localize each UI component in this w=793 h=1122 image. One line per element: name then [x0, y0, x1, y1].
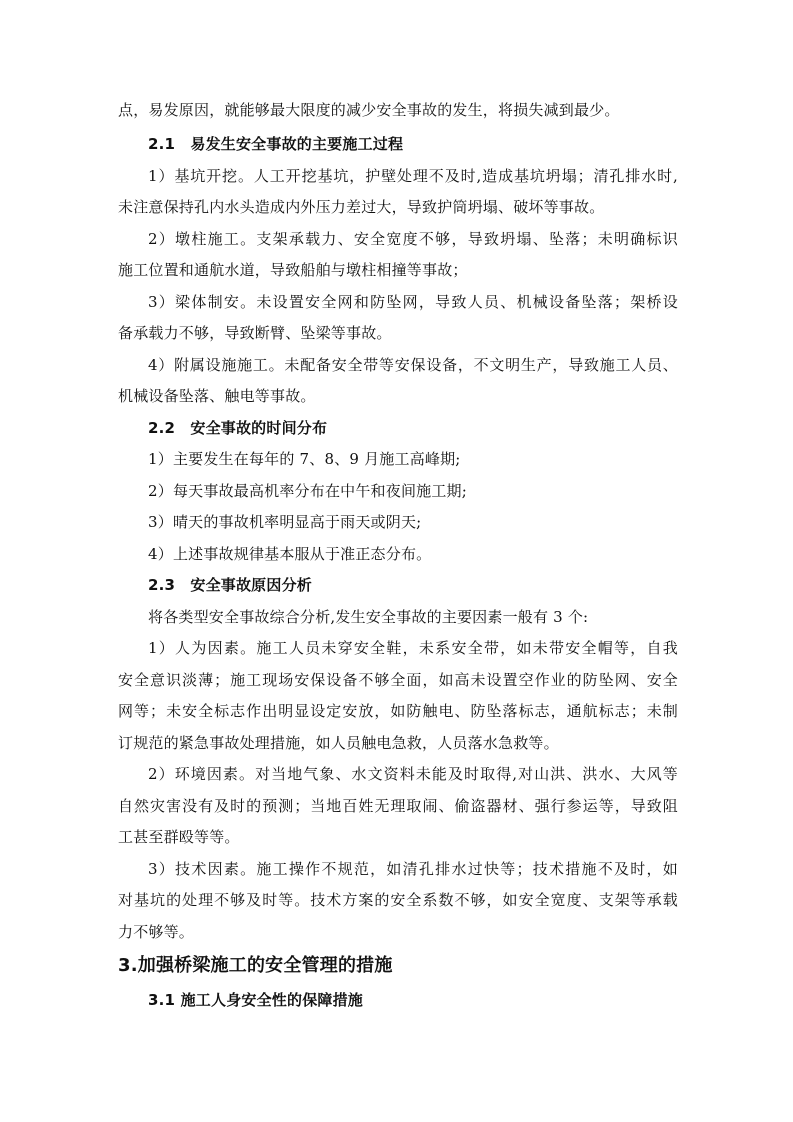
paragraph-line: 订规范的紧急事故处理措施，如人员触电急救，人员落水急救等。: [118, 734, 559, 752]
list-item: 3）晴天的事故机率明显高于雨天或阴天;: [148, 513, 422, 531]
list-item: 4）上述事故规律基本服从于准正态分布。: [148, 545, 432, 563]
paragraph-line: 点，易发原因，就能够最大限度的减少安全事故的发生，将损失减到最少。: [118, 101, 620, 119]
paragraph-line: 2）环境因素。对当地气象、水文资料未能及时取得,对山洪、洪水、大风等: [148, 765, 678, 783]
paragraph-line: 2）墩柱施工。支架承载力、安全宽度不够，导致坍塌、坠落；未明确标识: [148, 230, 678, 248]
paragraph-line: 安全意识淡薄；施工现场安保设备不够全面，如高未设置空作业的防坠网、安全: [118, 671, 678, 689]
paragraph-line: 4）附属设施施工。未配备安全带等安保设备，不文明生产，导致施工人员、: [148, 356, 678, 374]
paragraph-line: 3）技术因素。施工操作不规范，如清孔排水过快等；技术措施不及时，如: [148, 860, 678, 878]
paragraph-line: 对基坑的处理不够及时等。技术方案的安全系数不够，如安全宽度、支架等承载: [118, 891, 678, 909]
section-heading-3-1: 3.1 施工人身安全性的保障措施: [148, 991, 363, 1009]
section-heading-2-2: 2.2 安全事故的时间分布: [148, 419, 328, 437]
paragraph-line: 机械设备坠落、触电等事故。: [118, 387, 316, 405]
paragraph-line: 备承载力不够，导致断臂、坠梁等事故。: [118, 324, 392, 342]
list-item: 1）主要发生在每年的 7、8、9 月施工高峰期;: [148, 450, 461, 468]
paragraph-line: 工甚至群殴等等。: [118, 828, 240, 846]
paragraph-line: 网等；未安全标志作出明显设定安放，如防触电、防坠落标志，通航标志；未制: [118, 702, 678, 720]
paragraph-line: 1）基坑开挖。人工开挖基坑，护壁处理不及时,造成基坑坍塌；清孔排水时,: [148, 167, 678, 185]
paragraph-line: 将各类型安全事故综合分析,发生安全事故的主要因素一般有 3 个:: [148, 608, 589, 626]
paragraph-line: 3）梁体制安。未设置安全网和防坠网，导致人员、机械设备坠落；架桥设: [148, 293, 678, 311]
list-item: 2）每天事故最高机率分布在中午和夜间施工期;: [148, 482, 467, 500]
paragraph-line: 施工位置和通航水道，导致船舶与墩柱相撞等事故；: [118, 261, 468, 279]
paragraph-line: 力不够等。: [118, 923, 195, 941]
paragraph-line: 1）人为因素。施工人员未穿安全鞋，未系安全带，如未带安全帽等，自我: [148, 639, 678, 657]
chapter-heading-3: 3.加强桥梁施工的安全管理的措施: [118, 955, 393, 976]
paragraph-line: 未注意保持孔内水头造成内外压力差过大，导致护筒坍塌、破坏等事故。: [118, 198, 605, 216]
section-heading-2-1: 2.1 易发生安全事故的主要施工过程: [148, 135, 404, 153]
section-heading-2-3: 2.3 安全事故原因分析: [148, 576, 312, 594]
paragraph-line: 自然灾害没有及时的预测；当地百姓无理取闹、偷盗器材、强行参运等，导致阻: [118, 797, 678, 815]
